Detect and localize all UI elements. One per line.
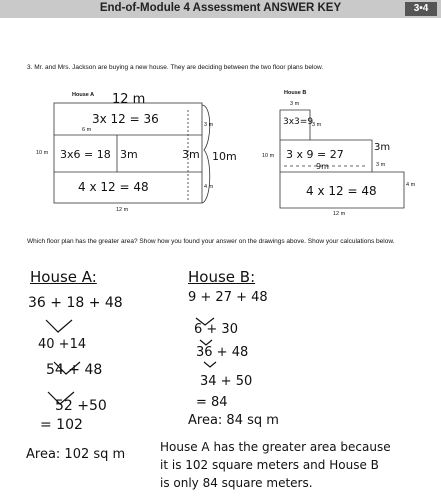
work-a-step5: = 102 bbox=[40, 417, 83, 433]
conclusion-line-2: it is 102 square meters and House B bbox=[160, 458, 379, 472]
house-b-right-label-3: 4 m bbox=[406, 182, 416, 188]
house-b-region2: 3 x 9 = 27 bbox=[286, 148, 344, 161]
work-b-step5: = 84 bbox=[196, 395, 228, 410]
house-a-height-label: 10 m bbox=[36, 150, 49, 156]
work-arrows bbox=[46, 318, 216, 404]
house-a-region2-side: 3m bbox=[120, 148, 138, 161]
house-a-top-note: 12 m bbox=[112, 92, 146, 107]
house-b-region2-sub: 9m bbox=[316, 162, 329, 171]
work-b-title: House B: bbox=[188, 268, 256, 286]
house-a-brace-b: 10m bbox=[212, 150, 237, 163]
work-a-step1: 36 + 18 + 48 bbox=[28, 295, 123, 311]
conclusion-line-1: House A has the greater area because bbox=[160, 440, 391, 454]
house-b-bottom-label: 12 m bbox=[333, 211, 346, 217]
conclusion-line-3: is only 84 square meters. bbox=[160, 476, 313, 490]
house-b-height-label: 10 m bbox=[262, 153, 275, 159]
work-b-answer: Area: 84 sq m bbox=[188, 413, 279, 428]
house-b-right-label-1: 3 m bbox=[312, 122, 322, 128]
house-a-right-bottom: 4 m bbox=[204, 184, 214, 190]
work-a-step4: 52 +50 bbox=[55, 398, 107, 414]
house-a-bottom-label: 12 m bbox=[116, 207, 129, 213]
house-a-region2: 3x6 = 18 bbox=[60, 148, 111, 161]
house-a-region1: 3x 12 = 36 bbox=[92, 112, 159, 126]
house-b-right-label-2: 3 m bbox=[376, 162, 386, 168]
house-a-brace-a: 3m bbox=[182, 148, 200, 161]
work-b-step4: 34 + 50 bbox=[200, 374, 253, 389]
house-a-region3: 4 x 12 = 48 bbox=[78, 180, 149, 194]
house-b-region1: 3x3=9 bbox=[283, 117, 314, 127]
house-b-region2-side: 3m bbox=[374, 142, 391, 153]
house-b-region3: 4 x 12 = 48 bbox=[306, 184, 377, 198]
work-b-step3: 36 + 48 bbox=[196, 345, 249, 360]
house-a-right-top: 3 m bbox=[204, 122, 214, 128]
question-text: 3. Mr. and Mrs. Jackson are buying a new house. They are deciding between the two floor plans below. bbox=[27, 64, 324, 71]
work-b-step2: 6 + 30 bbox=[194, 322, 238, 337]
page-title: End-of-Module 4 Assessment ANSWER KEY bbox=[99, 2, 342, 14]
house-a-title: House A bbox=[72, 92, 95, 98]
work-a-answer: Area: 102 sq m bbox=[26, 447, 126, 462]
house-a-width-label: 6 m bbox=[82, 127, 92, 133]
house-b-top-label: 3 m bbox=[290, 101, 300, 107]
house-b-title: House B bbox=[284, 90, 307, 96]
work-a-step3: 54 + 48 bbox=[46, 362, 103, 378]
module-badge: 3•4 bbox=[405, 2, 437, 16]
prompt-text: Which floor plan has the greater area? Show how you found your answer on the drawings above. Show your calculations below. bbox=[27, 238, 395, 245]
work-a-title: House A: bbox=[30, 268, 97, 286]
work-b-step1: 9 + 27 + 48 bbox=[188, 290, 268, 305]
work-a-step2: 40 +14 bbox=[38, 337, 87, 352]
